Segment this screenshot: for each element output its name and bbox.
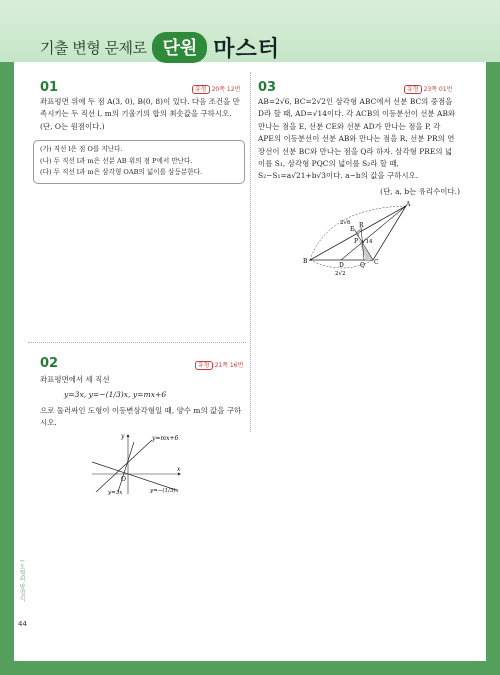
ref-text: 21쪽 16번 bbox=[214, 362, 244, 369]
problem-note: (단, a, b는 유리수이다.) bbox=[380, 187, 460, 196]
chapter-label: I 도형의 방정식 bbox=[18, 560, 25, 602]
ref-text: 23쪽 01번 bbox=[423, 86, 453, 93]
y-axis-label: y bbox=[121, 433, 125, 440]
label-b: B bbox=[303, 258, 308, 265]
page-header bbox=[40, 32, 280, 62]
problem-text: AB=2√6, BC=2√2인 삼각형 ABC에서 선분 BC의 중점을 D라 할 때, AD=√14이다. 각 ACB의 이등분선이 선분 AB와 만나는 점을 E, 선분 CE와 선분 AD가 만나는 점을 P, 각 APE의 이등분선이 선분 AB와 만나는 점을 R, 선분 PR의 연장선이 선분 BC와 만나는 점을 Q라 하자. 삼각형 PRE의 넓이를 S₁, 삼각형 PQC의 넓이를 S₂라 할 때, S₂−S₁=a√21+b√3이다. a−b의 값을 구하시오. bbox=[258, 97, 456, 181]
condition-item: (가) 직선 l은 점 O를 지난다. bbox=[40, 145, 123, 153]
ref-tag: 유형 bbox=[195, 361, 213, 370]
problem-number: 02 bbox=[40, 356, 59, 371]
label-q: Q bbox=[360, 262, 365, 269]
line-m-label: y=mx+6 bbox=[152, 435, 179, 442]
line-neg-label: y=−(1/3)x bbox=[150, 488, 179, 494]
condition-box bbox=[33, 140, 245, 184]
column-divider bbox=[250, 72, 251, 432]
equation-line: y=3x, y=−(1/3)x, y=mx+6 bbox=[64, 390, 167, 399]
problem-reference bbox=[192, 84, 240, 93]
origin-label: O bbox=[121, 476, 126, 483]
problem-text: 좌표평면 위에 두 점 A(3, 0), B(0, 8)이 있다. 다음 조건을 만족시키는 두 직선 l, m의 기울기의 합의 최솟값을 구하시오. (단, O는 원점이다.) bbox=[40, 97, 240, 131]
label-ad-length: √14 bbox=[362, 239, 373, 245]
label-r: R bbox=[359, 222, 364, 229]
y-arrow bbox=[127, 434, 130, 437]
segment-ad bbox=[341, 206, 406, 260]
condition-item: (나) 두 직선 l과 m은 선분 AB 위의 점 P에서 만난다. bbox=[40, 156, 193, 165]
label-bc-length: 2√2 bbox=[335, 271, 346, 277]
left-band bbox=[0, 62, 14, 675]
page-number: 44 bbox=[18, 620, 27, 628]
problem-text: 으로 둘러싸인 도형이 이등변삼각형일 때, 양수 m의 값을 구하시오. bbox=[40, 406, 242, 428]
label-c: C bbox=[374, 259, 379, 266]
line-3x-label: y=3x bbox=[108, 490, 123, 496]
header-suffix: 마스터 bbox=[213, 36, 281, 62]
line-3x bbox=[118, 442, 134, 492]
problem-reference bbox=[195, 360, 243, 369]
label-e: E bbox=[350, 226, 355, 233]
ref-tag: 유형 bbox=[192, 85, 210, 94]
problem-number: 03 bbox=[258, 80, 277, 95]
problem-03-figure bbox=[298, 198, 428, 282]
line-neg bbox=[92, 462, 176, 490]
header-badge: 단원 bbox=[152, 32, 207, 63]
problem-divider bbox=[28, 342, 246, 343]
problem-reference bbox=[404, 84, 452, 93]
condition-item: (다) 두 직선 l과 m은 삼각형 OAB의 넓이를 삼등분한다. bbox=[40, 168, 203, 176]
label-ab-length: 2√6 bbox=[340, 220, 351, 226]
bottom-band bbox=[0, 661, 500, 675]
right-band bbox=[486, 62, 500, 675]
ref-tag: 유형 bbox=[404, 85, 422, 94]
problem-intro: 좌표평면에서 세 직선 bbox=[40, 375, 110, 384]
problem-02-figure bbox=[88, 432, 208, 496]
label-d: D bbox=[339, 262, 344, 269]
problem-number: 01 bbox=[40, 80, 59, 95]
ref-text: 20쪽 12번 bbox=[211, 86, 241, 93]
header-prefix: 기출 변형 문제로 bbox=[40, 38, 147, 57]
label-a: A bbox=[406, 201, 411, 208]
label-p: P bbox=[354, 238, 359, 245]
x-axis-label: x bbox=[177, 466, 181, 473]
